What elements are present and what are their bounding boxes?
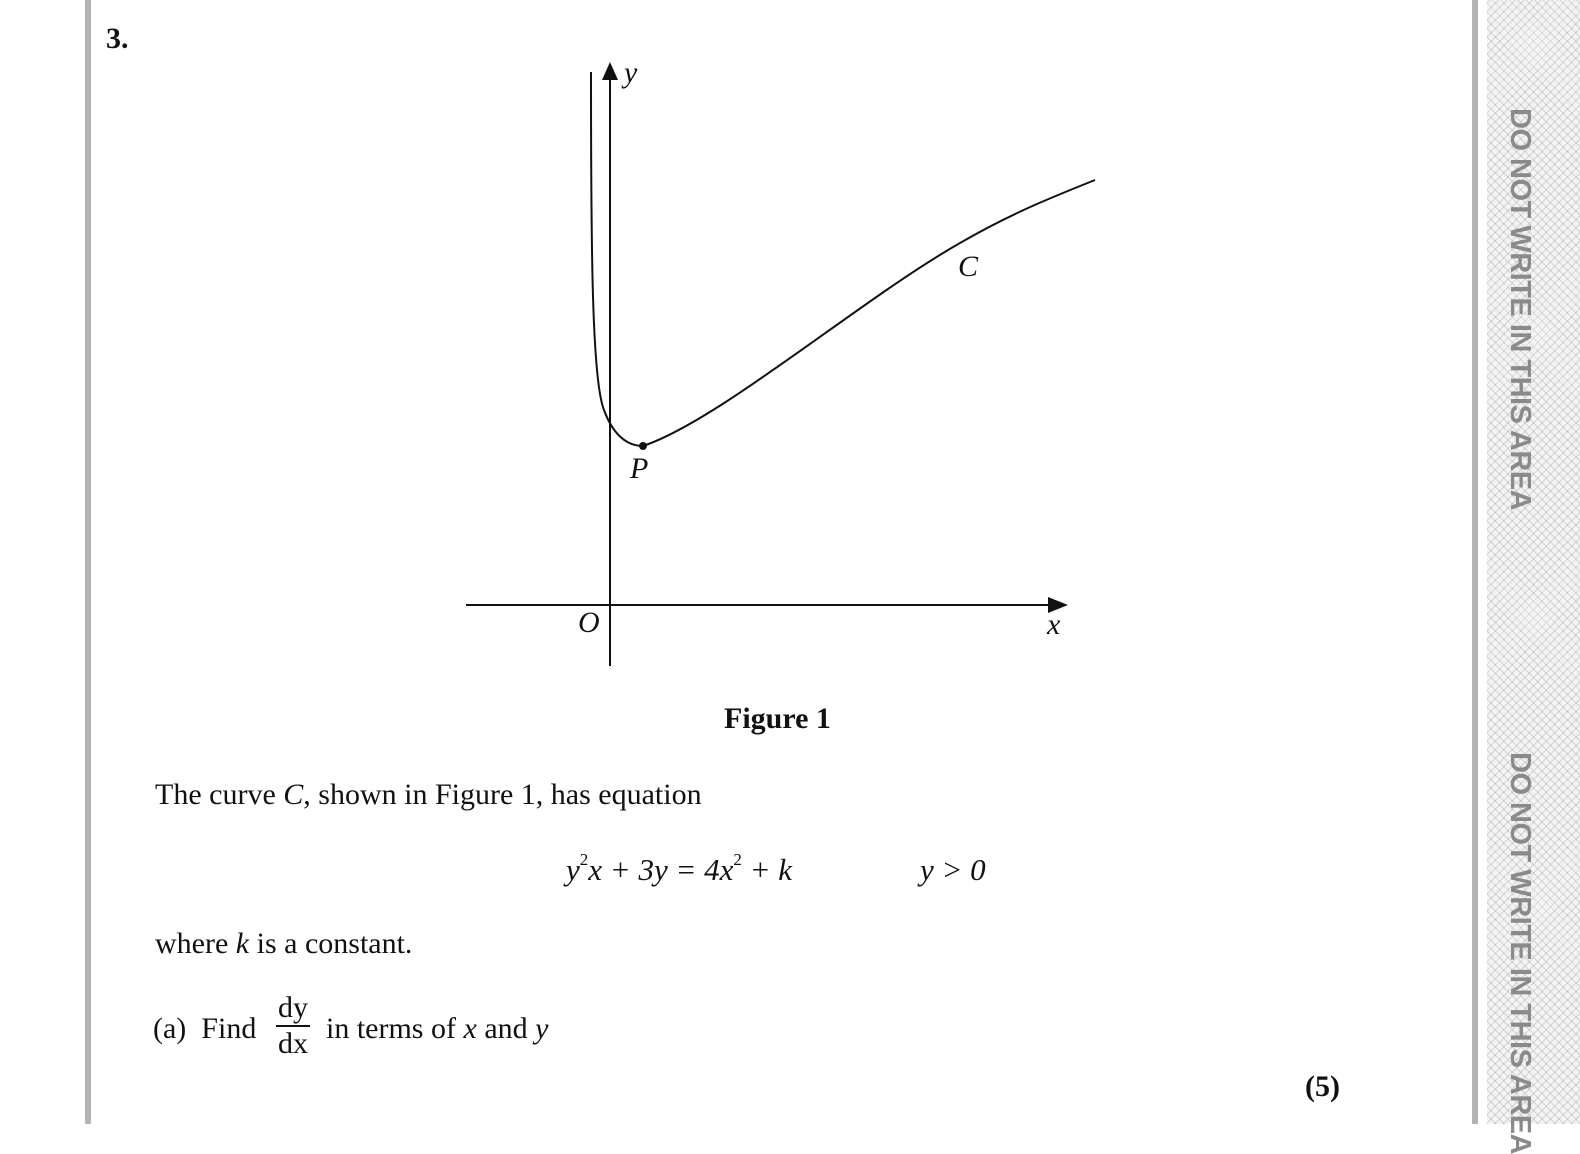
- part-a-rest-pre: in terms of: [326, 1012, 464, 1045]
- point-p-marker: [639, 442, 647, 450]
- eq-exp2: 2: [733, 849, 742, 869]
- condition: [920, 852, 986, 888]
- intro-post: , shown in Figure 1, has equation: [303, 778, 702, 811]
- part-a-find: Find: [201, 1012, 257, 1045]
- where-var: k: [235, 927, 250, 960]
- dy-dx-fraction: [276, 992, 310, 1060]
- y-axis-label: y: [624, 56, 638, 89]
- curve-c: [591, 72, 1095, 446]
- part-a-x: x: [463, 1012, 477, 1045]
- eq-exp1: 2: [579, 849, 589, 869]
- intro-text: [155, 778, 702, 812]
- x-axis-label: x: [1047, 608, 1061, 641]
- where-text: [155, 927, 412, 961]
- where-pre: where: [155, 927, 236, 960]
- marks-badge: (5): [1305, 1070, 1340, 1103]
- eq-mid: x + 3y = 4x: [588, 852, 734, 887]
- fraction-denominator: dx: [278, 1027, 308, 1060]
- part-a-y: y: [535, 1012, 549, 1045]
- eq-end: + k: [741, 852, 793, 887]
- intro-var: C: [283, 778, 304, 811]
- margin-warning: DO NOT WRITE IN THIS AREA: [1504, 108, 1536, 511]
- origin-label: O: [578, 606, 600, 639]
- curve-equation: [566, 849, 793, 888]
- point-label: P: [630, 452, 649, 485]
- figure-caption: Figure 1: [724, 702, 831, 735]
- condition-text: y > 0: [920, 852, 986, 887]
- part-a-rest: [326, 1012, 548, 1046]
- part-a-and: and: [476, 1012, 536, 1045]
- eq-y: y: [566, 852, 580, 887]
- part-a-label: [153, 1012, 256, 1046]
- y-axis-arrow: [602, 62, 618, 80]
- where-post: is a constant.: [249, 927, 413, 960]
- margin-warning: DO NOT WRITE IN THIS AREA: [1504, 752, 1536, 1154]
- fraction-numerator: dy: [278, 991, 308, 1024]
- part-a-letter: (a): [153, 1012, 187, 1045]
- curve-label: C: [958, 250, 979, 283]
- intro-pre: The curve: [155, 778, 284, 811]
- question-number: 3.: [106, 22, 129, 55]
